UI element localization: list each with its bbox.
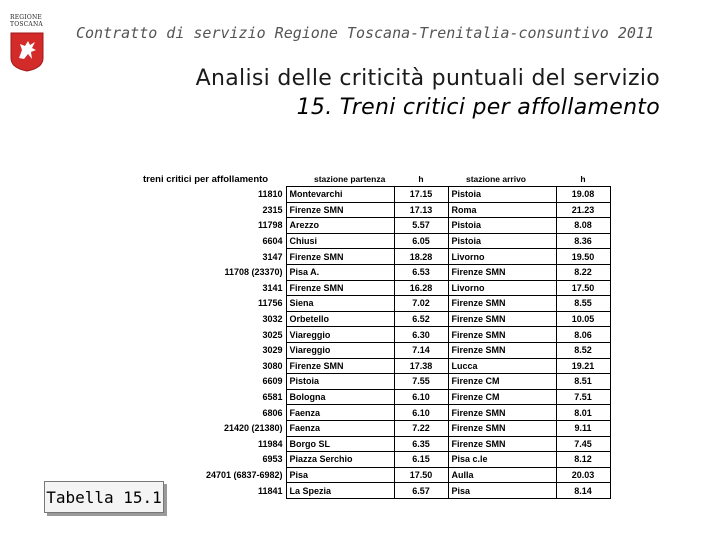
arrival-station-cell: Lucca	[448, 358, 556, 374]
arrival-time-cell: 8.14	[556, 483, 610, 499]
train-number-cell: 11984	[257, 438, 283, 449]
table-row	[140, 249, 610, 265]
table-row	[140, 218, 610, 234]
table-row	[140, 436, 610, 452]
table-row	[140, 311, 610, 327]
departure-station-cell: Faenza	[286, 405, 394, 421]
arrival-time-cell: 8.55	[556, 296, 610, 312]
train-number-cell: 3141	[262, 282, 283, 293]
departure-station-cell: Chiusi	[286, 233, 394, 249]
departure-time-cell: 17.15	[394, 187, 448, 203]
train-number-cell: 11810	[257, 189, 283, 200]
departure-station-cell: Pistoia	[286, 374, 394, 390]
table-row	[140, 405, 610, 421]
arrival-time-cell: 10.05	[556, 311, 610, 327]
train-number-cell: 11798	[257, 220, 283, 231]
table-row	[140, 280, 610, 296]
arrival-station-cell: Firenze SMN	[448, 311, 556, 327]
departure-time-cell: 6.53	[394, 264, 448, 280]
column-header-departure-time: h	[418, 174, 424, 184]
arrival-station-cell: Firenze SMN	[448, 436, 556, 452]
departure-time-cell: 6.35	[394, 436, 448, 452]
departure-station-cell: Firenze SMN	[286, 249, 394, 265]
train-number-cell: 21420 (21380)	[223, 423, 283, 434]
column-header-arrival-time: h	[580, 174, 586, 184]
departure-time-cell: 6.52	[394, 311, 448, 327]
departure-time-cell: 7.55	[394, 374, 448, 390]
arrival-station-cell: Firenze SMN	[448, 405, 556, 421]
arrival-station-cell: Roma	[448, 202, 556, 218]
critical-trains-table	[140, 172, 611, 499]
departure-station-cell: Orbetello	[286, 311, 394, 327]
arrival-time-cell: 8.01	[556, 405, 610, 421]
arrival-station-cell: Firenze SMN	[448, 342, 556, 358]
departure-time-cell: 17.50	[394, 467, 448, 483]
column-header-departure-station: stazione partenza	[314, 174, 386, 184]
train-number-cell: 6609	[262, 376, 283, 387]
arrival-station-cell: Aulla	[448, 467, 556, 483]
table-row	[140, 296, 610, 312]
departure-time-cell: 16.28	[394, 280, 448, 296]
table-row	[140, 358, 610, 374]
departure-station-cell: Piazza Serchio	[286, 452, 394, 468]
departure-time-cell: 17.38	[394, 358, 448, 374]
arrival-station-cell: Pistoia	[448, 218, 556, 234]
train-number-cell: 6953	[262, 454, 283, 465]
arrival-time-cell: 20.03	[556, 467, 610, 483]
table-row	[140, 483, 610, 499]
arrival-station-cell: Pisa	[448, 483, 556, 499]
table-row	[140, 374, 610, 390]
column-header-arrival-station: stazione arrivo	[466, 174, 526, 184]
train-number-cell: 3080	[262, 360, 283, 371]
departure-station-cell: Pisa	[286, 467, 394, 483]
departure-time-cell: 7.02	[394, 296, 448, 312]
departure-station-cell: La Spezia	[286, 483, 394, 499]
arrival-station-cell: Pistoia	[448, 187, 556, 203]
pegasus-shield-icon	[10, 32, 44, 72]
arrival-station-cell: Livorno	[448, 249, 556, 265]
train-number-cell: 3025	[262, 329, 283, 340]
departure-time-cell: 6.05	[394, 233, 448, 249]
arrival-time-cell: 7.45	[556, 436, 610, 452]
table-row	[140, 264, 610, 280]
table-row	[140, 467, 610, 483]
header-title: Contratto di servizio Regione Toscana-Trenitalia-consuntivo 2011	[76, 24, 654, 42]
train-number-cell: 6806	[262, 407, 283, 418]
arrival-station-cell: Pistoia	[448, 233, 556, 249]
table-caption: Tabella 15.1	[44, 481, 164, 513]
arrival-time-cell: 21.23	[556, 202, 610, 218]
arrival-station-cell: Firenze SMN	[448, 327, 556, 343]
arrival-station-cell: Firenze CM	[448, 374, 556, 390]
table-row	[140, 202, 610, 218]
train-number-cell: 3029	[262, 345, 283, 356]
train-number-cell: 11708 (23370)	[224, 267, 283, 278]
table-row	[140, 342, 610, 358]
arrival-time-cell: 19.21	[556, 358, 610, 374]
departure-time-cell: 6.10	[394, 389, 448, 405]
arrival-time-cell: 7.51	[556, 389, 610, 405]
departure-station-cell: Faenza	[286, 420, 394, 436]
departure-station-cell: Viareggio	[286, 327, 394, 343]
table-row	[140, 233, 610, 249]
train-number-cell: 3032	[262, 314, 283, 325]
departure-station-cell: Pisa A.	[286, 264, 394, 280]
arrival-time-cell: 8.51	[556, 374, 610, 390]
departure-time-cell: 7.14	[394, 342, 448, 358]
departure-station-cell: Borgo SL	[286, 436, 394, 452]
arrival-time-cell: 8.12	[556, 452, 610, 468]
table-row	[140, 327, 610, 343]
departure-station-cell: Viareggio	[286, 342, 394, 358]
departure-time-cell: 6.10	[394, 405, 448, 421]
arrival-station-cell: Firenze SMN	[448, 420, 556, 436]
departure-station-cell: Montevarchi	[286, 187, 394, 203]
arrival-time-cell: 8.36	[556, 233, 610, 249]
regione-toscana-logo	[10, 14, 50, 76]
arrival-time-cell: 8.52	[556, 342, 610, 358]
logo-text-line1: REGIONE	[10, 14, 43, 21]
departure-time-cell: 17.13	[394, 202, 448, 218]
departure-time-cell: 6.57	[394, 483, 448, 499]
departure-station-cell: Firenze SMN	[286, 358, 394, 374]
arrival-station-cell: Firenze CM	[448, 389, 556, 405]
sub-title: 15. Treni critici per affollamento	[296, 95, 660, 120]
departure-station-cell: Firenze SMN	[286, 202, 394, 218]
train-number-cell: 24701 (6837-6982)	[205, 469, 283, 480]
logo-text-line2: TOSCANA	[10, 21, 43, 28]
departure-station-cell: Arezzo	[286, 218, 394, 234]
arrival-station-cell: Firenze SMN	[448, 264, 556, 280]
table-row	[140, 452, 610, 468]
departure-station-cell: Bologna	[286, 389, 394, 405]
table-row	[140, 389, 610, 405]
departure-time-cell: 18.28	[394, 249, 448, 265]
table-row	[140, 420, 610, 436]
train-number-cell: 11756	[257, 298, 283, 309]
train-number-cell: 11841	[257, 485, 283, 496]
arrival-station-cell: Livorno	[448, 280, 556, 296]
departure-time-cell: 5.57	[394, 218, 448, 234]
arrival-time-cell: 19.50	[556, 249, 610, 265]
column-header-train: treni critici per affollamento	[143, 173, 269, 185]
departure-time-cell: 6.30	[394, 327, 448, 343]
arrival-time-cell: 19.08	[556, 187, 610, 203]
table-row	[140, 187, 610, 203]
arrival-time-cell: 9.11	[556, 420, 610, 436]
table-header-row	[140, 172, 610, 187]
arrival-time-cell: 8.06	[556, 327, 610, 343]
arrival-time-cell: 8.08	[556, 218, 610, 234]
departure-time-cell: 7.22	[394, 420, 448, 436]
arrival-time-cell: 8.22	[556, 264, 610, 280]
arrival-station-cell: Pisa c.le	[448, 452, 556, 468]
departure-station-cell: Siena	[286, 296, 394, 312]
train-number-cell: 2315	[262, 204, 283, 215]
train-number-cell: 6581	[262, 392, 283, 403]
main-title: Analisi delle criticità puntuali del servizio	[195, 66, 660, 91]
train-number-cell: 6604	[262, 236, 283, 247]
departure-time-cell: 6.15	[394, 452, 448, 468]
departure-station-cell: Firenze SMN	[286, 280, 394, 296]
train-number-cell: 3147	[262, 251, 283, 262]
arrival-station-cell: Firenze SMN	[448, 296, 556, 312]
arrival-time-cell: 17.50	[556, 280, 610, 296]
